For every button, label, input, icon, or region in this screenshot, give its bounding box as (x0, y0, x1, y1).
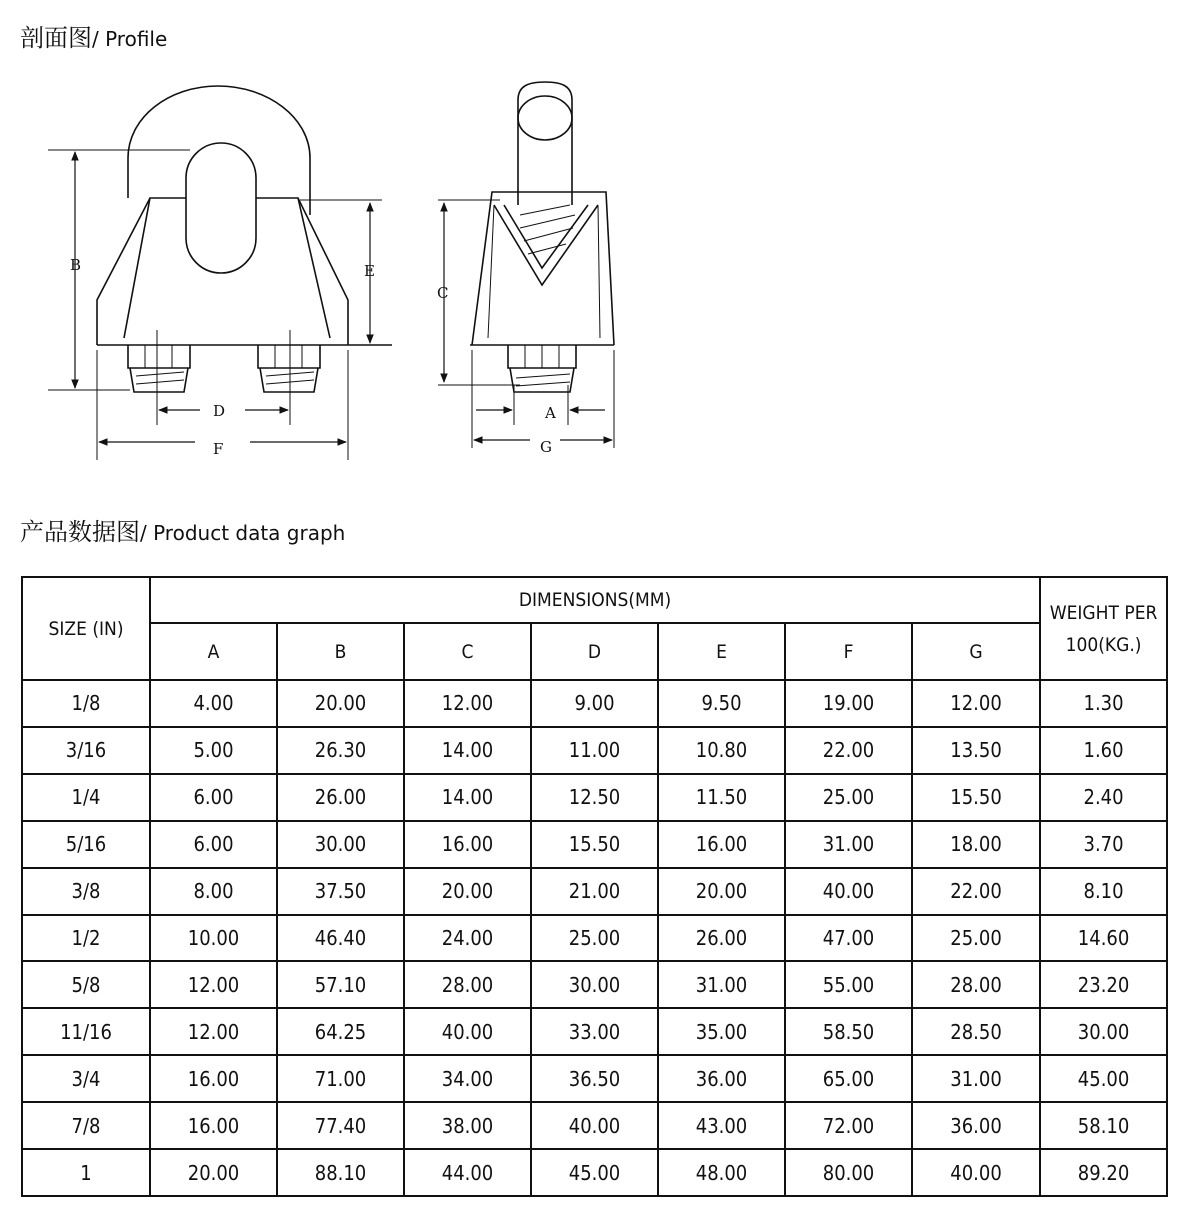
dimension-cell: 25.00 (531, 915, 658, 962)
dimension-cell: 20.00 (277, 680, 404, 727)
weight-cell: 1.60 (1040, 727, 1167, 774)
dimension-cell: 22.00 (912, 868, 1040, 915)
size-cell: 5/16 (22, 821, 150, 868)
dimension-column-header: F (785, 623, 912, 680)
label-g: G (540, 438, 552, 456)
dimension-cell: 12.50 (531, 774, 658, 821)
data-heading (20, 512, 345, 547)
dimension-cell: 11.00 (531, 727, 658, 774)
dimension-cell: 31.00 (785, 821, 912, 868)
dimension-cell: 14.00 (404, 727, 531, 774)
table-row (22, 680, 1167, 727)
dimension-cell: 40.00 (912, 1149, 1040, 1196)
weight-cell: 2.40 (1040, 774, 1167, 821)
dimension-column-header: G (912, 623, 1040, 680)
dimensions-header: DIMENSIONS(MM) (150, 577, 1040, 623)
dimension-cell: 71.00 (277, 1055, 404, 1102)
dimension-cell: 47.00 (785, 915, 912, 962)
dimension-cell: 8.00 (150, 868, 277, 915)
dimension-cell: 48.00 (658, 1149, 785, 1196)
wire-rope-clip-profile-drawing (40, 75, 630, 470)
dimension-cell: 38.00 (404, 1102, 531, 1149)
front-view (97, 86, 392, 392)
dimension-cell: 16.00 (404, 821, 531, 868)
dimension-cell: 36.50 (531, 1055, 658, 1102)
dimension-cell: 25.00 (785, 774, 912, 821)
dimension-column-header: A (150, 623, 277, 680)
dimension-cell: 55.00 (785, 961, 912, 1008)
dimension-cell: 35.00 (658, 1008, 785, 1055)
dimension-cell: 34.00 (404, 1055, 531, 1102)
dimension-cell: 26.30 (277, 727, 404, 774)
dimension-cell: 26.00 (658, 915, 785, 962)
weight-cell: 8.10 (1040, 868, 1167, 915)
dimension-cell: 72.00 (785, 1102, 912, 1149)
dimension-cell: 40.00 (531, 1102, 658, 1149)
dimension-cell: 40.00 (404, 1008, 531, 1055)
dimension-column-header: C (404, 623, 531, 680)
table-row (22, 1149, 1167, 1196)
dimension-columns-row (22, 623, 1167, 680)
weight-header-line2: 100(KG.) (1065, 633, 1142, 656)
size-header: SIZE (IN) (22, 577, 150, 680)
weight-cell: 14.60 (1040, 915, 1167, 962)
dimension-cell: 4.00 (150, 680, 277, 727)
profile-heading-cn: 剖面图 (20, 24, 92, 52)
dimension-cell: 37.50 (277, 868, 404, 915)
weight-cell: 89.20 (1040, 1149, 1167, 1196)
table-row (22, 821, 1167, 868)
table-row (22, 774, 1167, 821)
product-data-table (21, 576, 1168, 1197)
dimension-cell: 57.10 (277, 961, 404, 1008)
size-cell: 1/4 (22, 774, 150, 821)
dimension-cell: 21.00 (531, 868, 658, 915)
size-cell: 11/16 (22, 1008, 150, 1055)
dimension-cell: 58.50 (785, 1008, 912, 1055)
size-cell: 3/8 (22, 868, 150, 915)
dimension-cell: 11.50 (658, 774, 785, 821)
dimension-cell: 14.00 (404, 774, 531, 821)
dimension-cell: 20.00 (658, 868, 785, 915)
dimension-cell: 26.00 (277, 774, 404, 821)
dimension-cell: 15.50 (531, 821, 658, 868)
dimension-cell: 5.00 (150, 727, 277, 774)
dimension-cell: 64.25 (277, 1008, 404, 1055)
weight-header-line1: WEIGHT PER (1049, 601, 1158, 624)
weight-cell: 1.30 (1040, 680, 1167, 727)
dimension-cell: 28.00 (912, 961, 1040, 1008)
size-cell: 7/8 (22, 1102, 150, 1149)
size-cell: 5/8 (22, 961, 150, 1008)
dimension-cell: 12.00 (404, 680, 531, 727)
table-row (22, 1055, 1167, 1102)
dimension-cell: 30.00 (531, 961, 658, 1008)
label-d: D (213, 402, 226, 420)
size-cell: 1/2 (22, 915, 150, 962)
table-row (22, 961, 1167, 1008)
weight-header (1040, 577, 1167, 680)
dimension-cell: 44.00 (404, 1149, 531, 1196)
dimension-cell: 16.00 (150, 1102, 277, 1149)
dimension-cell: 45.00 (531, 1149, 658, 1196)
side-view (470, 82, 614, 392)
label-a: A (545, 404, 556, 422)
dimension-cell: 9.50 (658, 680, 785, 727)
dimension-cell: 36.00 (912, 1102, 1040, 1149)
dimension-cell: 40.00 (785, 868, 912, 915)
dimension-cell: 31.00 (912, 1055, 1040, 1102)
dimension-cell: 12.00 (150, 1008, 277, 1055)
table-row (22, 1008, 1167, 1055)
data-heading-cn: 产品数据图 (20, 518, 140, 546)
dimension-cell: 10.80 (658, 727, 785, 774)
label-f: F (213, 440, 224, 458)
dimension-cell: 6.00 (150, 821, 277, 868)
weight-cell: 30.00 (1040, 1008, 1167, 1055)
label-c: C (437, 284, 449, 302)
dimension-cell: 20.00 (150, 1149, 277, 1196)
dimension-column-header: D (531, 623, 658, 680)
table-row (22, 1102, 1167, 1149)
size-cell: 1 (22, 1149, 150, 1196)
dimension-cell: 15.50 (912, 774, 1040, 821)
side-dimensions (438, 200, 614, 448)
table-row (22, 915, 1167, 962)
dimension-cell: 13.50 (912, 727, 1040, 774)
size-cell: 3/16 (22, 727, 150, 774)
dimension-cell: 18.00 (912, 821, 1040, 868)
dimension-column-header: E (658, 623, 785, 680)
dimension-cell: 16.00 (658, 821, 785, 868)
dimension-cell: 28.50 (912, 1008, 1040, 1055)
dimension-cell: 22.00 (785, 727, 912, 774)
dimension-labels (70, 256, 556, 458)
dimension-cell: 19.00 (785, 680, 912, 727)
size-cell: 1/8 (22, 680, 150, 727)
profile-heading (20, 18, 167, 53)
dimension-cell: 43.00 (658, 1102, 785, 1149)
data-heading-en: / Product data graph (140, 521, 346, 545)
table-row (22, 727, 1167, 774)
profile-heading-en: / Profile (92, 27, 168, 51)
dimension-cell: 46.40 (277, 915, 404, 962)
dimension-cell: 31.00 (658, 961, 785, 1008)
dimension-cell: 36.00 (658, 1055, 785, 1102)
dimension-cell: 88.10 (277, 1149, 404, 1196)
weight-cell: 45.00 (1040, 1055, 1167, 1102)
size-cell: 3/4 (22, 1055, 150, 1102)
table-row (22, 868, 1167, 915)
dimension-cell: 77.40 (277, 1102, 404, 1149)
weight-cell: 23.20 (1040, 961, 1167, 1008)
dimension-cell: 10.00 (150, 915, 277, 962)
dimension-cell: 33.00 (531, 1008, 658, 1055)
dimension-cell: 28.00 (404, 961, 531, 1008)
dimension-cell: 9.00 (531, 680, 658, 727)
dimension-cell: 16.00 (150, 1055, 277, 1102)
dimension-cell: 65.00 (785, 1055, 912, 1102)
dimension-column-header: B (277, 623, 404, 680)
label-b: B (70, 256, 82, 274)
dimension-cell: 20.00 (404, 868, 531, 915)
dimension-cell: 12.00 (150, 961, 277, 1008)
dimension-cell: 30.00 (277, 821, 404, 868)
dimension-cell: 80.00 (785, 1149, 912, 1196)
dimension-cell: 24.00 (404, 915, 531, 962)
weight-cell: 3.70 (1040, 821, 1167, 868)
dimension-cell: 25.00 (912, 915, 1040, 962)
label-e: E (364, 262, 375, 280)
weight-cell: 58.10 (1040, 1102, 1167, 1149)
table-body (22, 680, 1167, 1196)
dimension-cell: 12.00 (912, 680, 1040, 727)
dimension-cell: 6.00 (150, 774, 277, 821)
